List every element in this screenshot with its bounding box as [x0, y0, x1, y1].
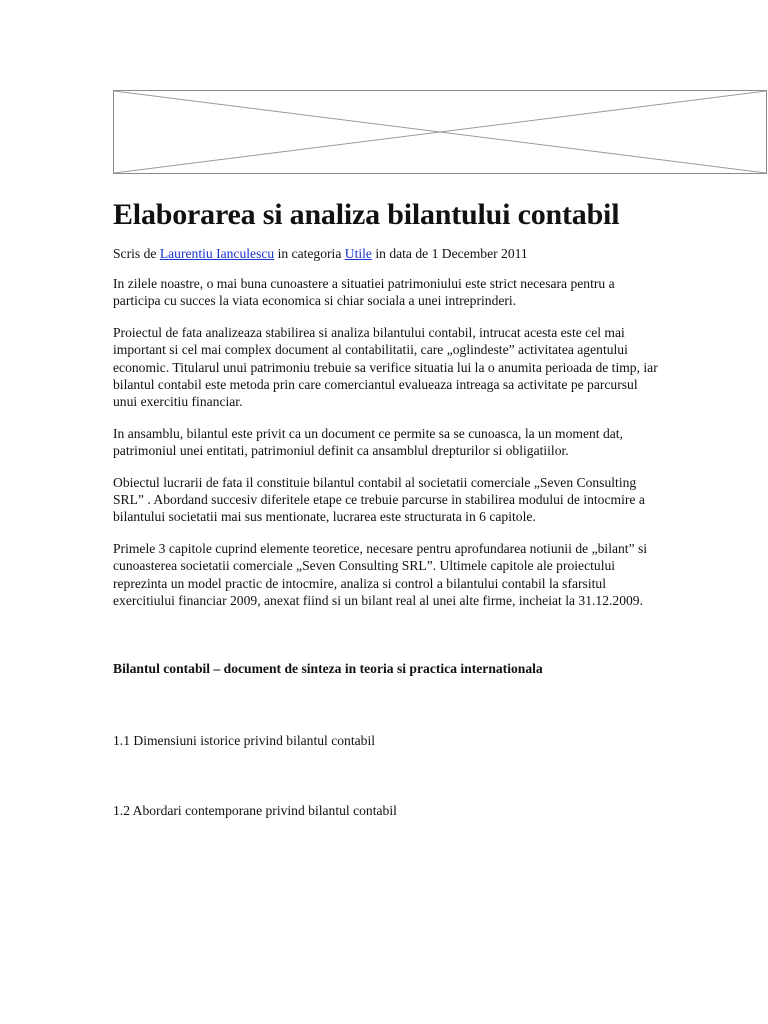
- paragraph-overview: In ansamblu, bilantul este privit ca un document ce permite sa se cunoasca, la un moment dat, patrimoniul unei entitati, patrimoniul definit ca ansamblul drepturilor si obligatiilor.: [113, 425, 623, 459]
- byline-middle: in categoria: [274, 246, 345, 261]
- section-title: Bilantul contabil – document de sinteza in teoria si practica internationala: [113, 660, 543, 676]
- toc-item-1-1: 1.1 Dimensiuni istorice privind bilantul contabil: [113, 732, 376, 748]
- category-link[interactable]: Utile: [344, 246, 372, 261]
- byline: [113, 245, 658, 263]
- placeholder-cross-icon: [114, 91, 766, 173]
- article: [113, 90, 658, 820]
- paragraph-objective: Obiectul lucrarii de fata il constituie bilantul contabil al societatii comerciale „Seven Consulting SRL” . Abordand succesiv diferitele etape ce trebuie parcurse in stabilirea modului de intocmire a bilantului societatii mai sus mentionate, lucrarea este structurata in 6 capitole.: [113, 474, 645, 525]
- author-link[interactable]: Laurentiu Ianculescu: [159, 246, 275, 261]
- paragraph-chapters: Primele 3 capitole cuprind elemente teoretice, necesare pentru aprofundarea notiunii de „bilant” si cunoasterea societatii comerciale „Seven Consulting SRL”. Ultimele capitole ale proiectului reprezinta un model practic de intocmire, analiza si control a bilantului contabil la sfarsitul exercitiului financiar 2009, anexat fiind si un bilant real al unei alte firme, incheiat la 31.12.2009.: [113, 540, 648, 609]
- byline-suffix: in data de 1 December 2011: [371, 246, 528, 261]
- article-title: Elaborarea si analiza bilantului contabil: [113, 198, 620, 231]
- byline-prefix: Scris de: [113, 246, 160, 261]
- toc-item-1-2: 1.2 Abordari contemporane privind bilantul contabil: [113, 802, 397, 818]
- banner-image-placeholder: [113, 90, 767, 174]
- paragraph-project: Proiectul de fata analizeaza stabilirea si analiza bilantului contabil, intrucat acesta este cel mai important si cel mai complex document al contabilitatii, care „oglindeste” activitatea agentului economic. Titularul unui patrimoniu trebuie sa verifice situatia lui la o anumita perioada de timp, iar bilantul contabil este metoda prin care comerciantul evalueaza intreaga sa activitate pe parcursul unui exercitiu financiar.: [113, 324, 658, 410]
- paragraph-intro: In zilele noastre, o mai buna cunoastere a situatiei patrimoniului este strict necesara pentru a participa cu succes la viata economica si chiar sociala a unei intreprinderi.: [113, 276, 615, 309]
